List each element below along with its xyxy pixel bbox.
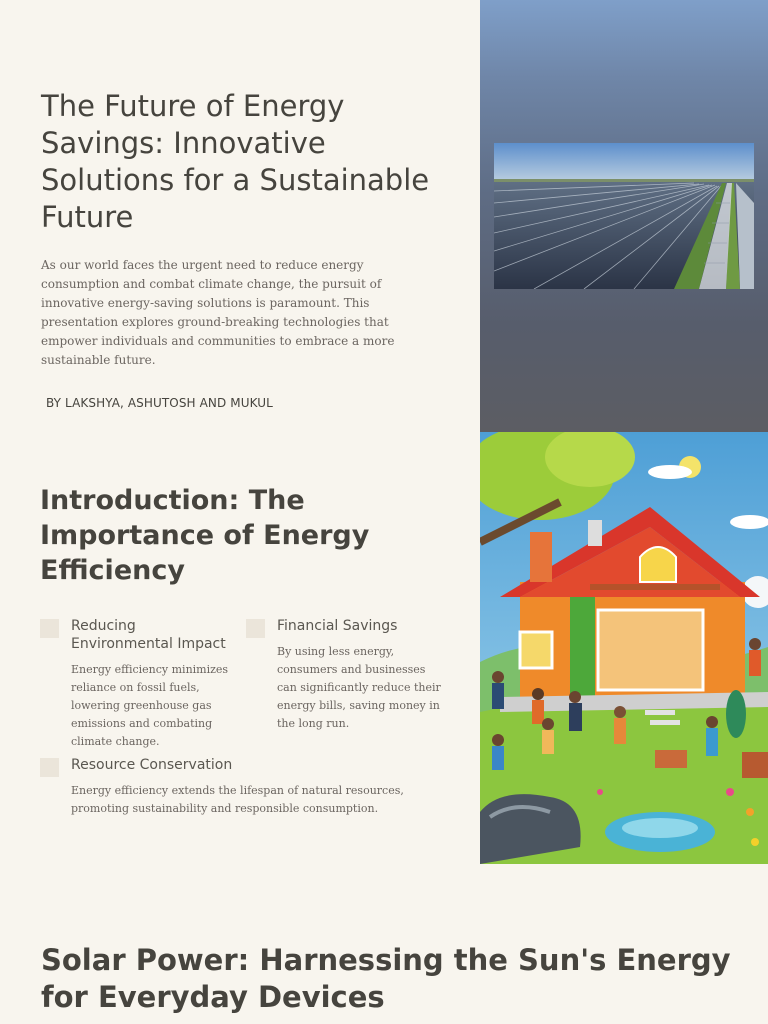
feature-description: Energy efficiency minimizes reliance on fossil fuels, lowering greenhouse gas emissions and combating climate change. bbox=[71, 663, 229, 748]
feature-description: Energy efficiency extends the lifespan of natural resources, promoting sustainability and responsible consumption. bbox=[71, 784, 404, 815]
slide-introduction bbox=[0, 432, 768, 864]
slide-title bbox=[0, 0, 768, 432]
solar-panel-image-panel bbox=[480, 0, 768, 432]
feature-marker bbox=[40, 619, 59, 638]
intro-paragraph: As our world faces the urgent need to reduce energy consumption and combat climate change, the pursuit of innovative energy-saving solutions is paramount. This presentation explores ground-breaking technologies that empower individuals and communities to embrace a more sustainable future. bbox=[41, 258, 395, 367]
feature-marker bbox=[246, 619, 265, 638]
presentation-title: The Future of Energy Savings: Innovative Solutions for a Sustainable Future bbox=[41, 89, 430, 234]
feature-heading: Reducing Environmental Impact bbox=[71, 618, 226, 652]
feature-resource-conservation bbox=[40, 756, 440, 826]
eco-house-illustration bbox=[480, 432, 768, 864]
introduction-title: Introduction: The Importance of Energy Efficiency bbox=[40, 485, 370, 586]
feature-heading: Resource Conservation bbox=[71, 757, 233, 773]
feature-financial-savings bbox=[246, 617, 446, 737]
title-slide-content bbox=[41, 88, 441, 410]
solar-farm-illustration bbox=[494, 143, 754, 289]
authors-byline: BY LAKSHYA, ASHUTOSH AND MUKUL bbox=[46, 396, 273, 410]
slide-solar-power bbox=[0, 864, 768, 1024]
solar-farm-photo bbox=[494, 143, 754, 289]
feature-description: By using less energy, consumers and businesses can significantly reduce their energy bills, saving money in the long run. bbox=[277, 645, 441, 730]
feature-heading: Financial Savings bbox=[277, 618, 398, 634]
eco-house-image bbox=[480, 432, 768, 864]
solar-power-title: Solar Power: Harnessing the Sun's Energy for Everyday Devices bbox=[41, 943, 731, 1014]
feature-environmental-impact bbox=[40, 617, 235, 757]
feature-marker bbox=[40, 758, 59, 777]
